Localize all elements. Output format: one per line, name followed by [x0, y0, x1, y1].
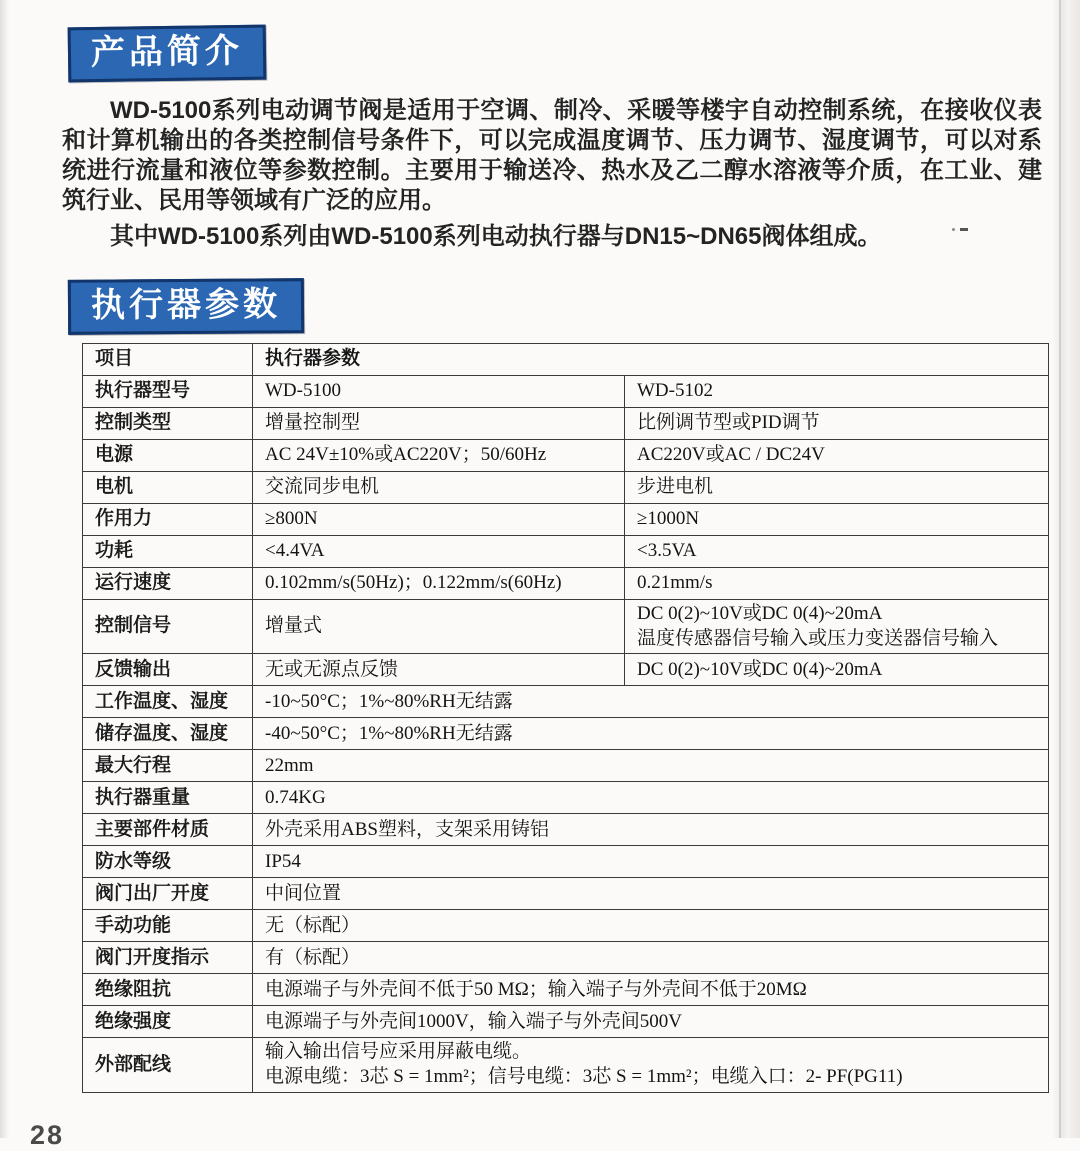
- spec-value: ≥800N: [253, 504, 625, 536]
- spec-value: -40~50°C；1%~80%RH无结露: [253, 718, 1049, 750]
- spec-value: 步进电机: [625, 472, 1049, 504]
- spec-value: 增量式: [253, 600, 625, 654]
- table-row: [83, 718, 1049, 750]
- spec-value: AC 24V±10%或AC220V；50/60Hz: [253, 440, 625, 472]
- table-row: [83, 1006, 1049, 1038]
- section-title-text: 产品简介: [90, 31, 244, 73]
- table-row: [83, 536, 1049, 568]
- actuator-spec-table: [82, 343, 1049, 1093]
- spec-value: 0.74KG: [253, 782, 1049, 814]
- spec-value-line: 电源电缆：3芯 S = 1mm²；信号电缆：3芯 S = 1mm²；电缆入口：2- PF(PG11): [265, 1066, 903, 1088]
- page-number: 28: [30, 1120, 65, 1150]
- spec-label: 项目: [83, 344, 253, 376]
- spec-label: 反馈输出: [83, 654, 253, 686]
- intro-paragraph-1: WD-5100系列电动调节阀是适用于空调、制冷、采暖等楼宇自动控制系统，在接收仪表和计算机输出的各类控制信号条件下，可以完成温度调节、压力调节、湿度调节，可以对系统进行流量和液位等参数控制。主要用于输送冷、热水及乙二醇水溶液等介质，在工业、建筑行业、民用等领域有广泛的应用。: [62, 97, 1042, 214]
- spec-label: 外部配线: [83, 1038, 253, 1092]
- table-row: [83, 942, 1049, 974]
- spec-value: 0.102mm/s(50Hz)；0.122mm/s(60Hz): [253, 568, 625, 600]
- spec-value: -10~50°C；1%~80%RH无结露: [253, 686, 1049, 718]
- spec-label: 作用力: [83, 504, 253, 536]
- spec-label: 阀门开度指示: [83, 942, 253, 974]
- spec-value: <3.5VA: [625, 536, 1049, 568]
- spec-label: 控制类型: [83, 408, 253, 440]
- table-row: [83, 814, 1049, 846]
- spec-value: 增量控制型: [253, 408, 625, 440]
- table-row: [83, 1038, 1049, 1092]
- spec-value: DC 0(2)~10V或DC 0(4)~20mA: [625, 654, 1049, 686]
- intro-paragraph-2: 其中WD-5100系列由WD-5100系列电动执行器与DN15~DN65阀体组成。: [110, 223, 882, 250]
- spec-value: WD-5102: [625, 376, 1049, 408]
- table-row: [83, 782, 1049, 814]
- spec-label: 控制信号: [83, 600, 253, 654]
- spec-value: [253, 1038, 1049, 1092]
- scan-edge-shadow-left: [0, 0, 9, 1138]
- table-row: [83, 910, 1049, 942]
- spec-label: 运行速度: [83, 568, 253, 600]
- spec-value: 有（标配）: [253, 942, 1049, 974]
- spec-value: 电源端子与外壳间1000V，输入端子与外壳间500V: [253, 1006, 1049, 1038]
- spec-label: 绝缘强度: [83, 1006, 253, 1038]
- spec-value: AC220V或AC / DC24V: [625, 440, 1049, 472]
- scan-edge-line-right: [1059, 0, 1061, 1138]
- spec-label: 执行器型号: [83, 376, 253, 408]
- table-row: [83, 504, 1049, 536]
- spec-value: 外壳采用ABS塑料，支架采用铸铝: [253, 814, 1049, 846]
- spec-value-line: DC 0(2)~10V或DC 0(4)~20mA: [637, 603, 883, 624]
- spec-label: 执行器重量: [83, 782, 253, 814]
- spec-value: <4.4VA: [253, 536, 625, 568]
- spec-label: 电机: [83, 472, 253, 504]
- section-title-product-intro: [68, 25, 267, 83]
- table-row: [83, 440, 1049, 472]
- spec-value: 交流同步电机: [253, 472, 625, 504]
- spec-label: 阀门出厂开度: [83, 878, 253, 910]
- spec-label: 手动功能: [83, 910, 253, 942]
- table-row: [83, 472, 1049, 504]
- table-row: [83, 600, 1049, 654]
- table-row: [83, 568, 1049, 600]
- section-title-text: 执行器参数: [90, 285, 282, 325]
- spec-label: 防水等级: [83, 846, 253, 878]
- table-row: [83, 878, 1049, 910]
- table-row: [83, 974, 1049, 1006]
- table-row: [83, 750, 1049, 782]
- spec-value: [625, 600, 1049, 654]
- spec-value: WD-5100: [253, 376, 625, 408]
- table-row: [83, 376, 1049, 408]
- spec-value-line: 温度传感器信号输入或压力变送器信号输入: [637, 627, 999, 649]
- spec-value: ≥1000N: [625, 504, 1049, 536]
- spec-table-body: [83, 344, 1049, 1093]
- spec-label: 最大行程: [83, 750, 253, 782]
- table-row: [83, 408, 1049, 440]
- spec-label: 储存温度、湿度: [83, 718, 253, 750]
- table-row: [83, 686, 1049, 718]
- table-row: [83, 344, 1049, 376]
- spec-value: 中间位置: [253, 878, 1049, 910]
- spec-value: 无（标配）: [253, 910, 1049, 942]
- table-row: [83, 654, 1049, 686]
- table-row: [83, 846, 1049, 878]
- spec-label: 绝缘阻抗: [83, 974, 253, 1006]
- spec-label: 电源: [83, 440, 253, 472]
- spec-value-line: 输入输出信号应采用屏蔽电缆。: [265, 1041, 532, 1063]
- spec-value: 比例调节型或PID调节: [625, 408, 1049, 440]
- section-title-actuator-params: [68, 278, 304, 335]
- spec-value: 无或无源点反馈: [253, 654, 625, 686]
- spec-value: 执行器参数: [253, 344, 1049, 376]
- spec-label: 主要部件材质: [83, 814, 253, 846]
- spec-value: 0.21mm/s: [625, 568, 1049, 600]
- spec-value: IP54: [253, 846, 1049, 878]
- scan-edge-shadow-right: [1052, 0, 1080, 1138]
- spec-value: 电源端子与外壳间不低于50 MΩ；输入端子与外壳间不低于20MΩ: [253, 974, 1049, 1006]
- intro-text-block: [62, 96, 1042, 252]
- spec-value: 22mm: [253, 750, 1049, 782]
- spec-label: 功耗: [83, 536, 253, 568]
- spec-label: 工作温度、湿度: [83, 686, 253, 718]
